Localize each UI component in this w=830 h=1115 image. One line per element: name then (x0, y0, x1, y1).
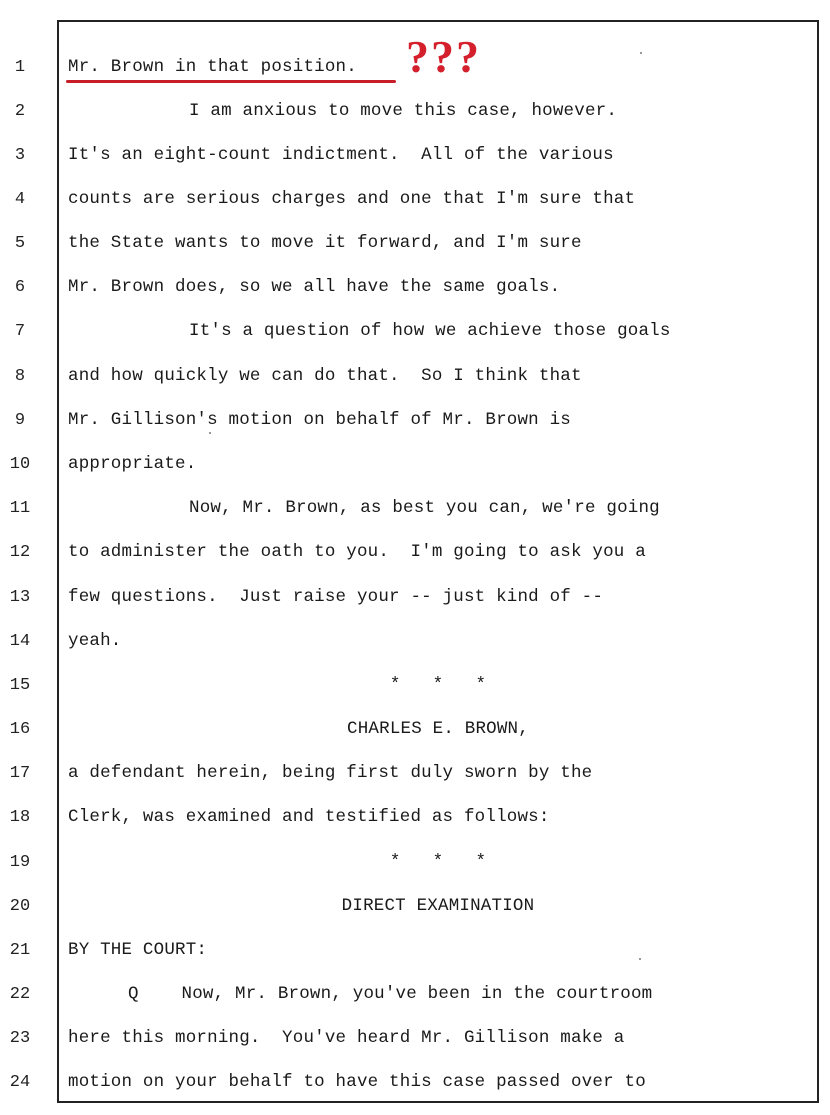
section-heading: DIRECT EXAMINATION (341, 896, 535, 916)
line-number: 19 (9, 853, 31, 872)
transcript-line: Mr. Gillison's motion on behalf of Mr. Brown is (68, 410, 571, 430)
line-number: 23 (9, 1029, 31, 1048)
line-number: 15 (9, 676, 31, 695)
line-number: 22 (9, 985, 31, 1004)
question-marks-annotation: ??? (406, 31, 481, 82)
line-number: 9 (14, 411, 26, 430)
transcript-line: appropriate. (68, 454, 197, 474)
scan-speck (639, 958, 641, 960)
line-number: 4 (14, 190, 26, 209)
line-number: 12 (9, 543, 31, 562)
transcript-line: here this morning. You've heard Mr. Gillison make a (68, 1028, 625, 1048)
transcript-line: counts are serious charges and one that I'm sure that (68, 189, 636, 209)
line-number: 2 (14, 102, 26, 121)
line-number: 17 (9, 764, 31, 783)
transcript-line: the State wants to move it forward, and I'm sure (68, 233, 582, 253)
line-number: 16 (9, 720, 31, 739)
line-number: 18 (9, 808, 31, 827)
witness-name: CHARLES E. BROWN, (347, 719, 529, 739)
transcript-line: Mr. Brown in that position. (68, 57, 357, 77)
section-separator: * * * (389, 675, 487, 695)
line-number: 11 (9, 499, 31, 518)
transcript-line: I am anxious to move this case, however. (189, 101, 618, 121)
scan-speck (209, 432, 211, 434)
transcript-line: motion on your behalf to have this case passed over to (68, 1072, 646, 1092)
transcript-line: Mr. Brown does, so we all have the same goals. (68, 277, 561, 297)
transcript-line: a defendant herein, being first duly sworn by the (68, 763, 593, 783)
question-line: Q Now, Mr. Brown, you've been in the courtroom (128, 984, 653, 1004)
line-number: 14 (9, 632, 31, 651)
transcript-line: Clerk, was examined and testified as follows: (68, 807, 550, 827)
line-number: 20 (9, 897, 31, 916)
section-separator: * * * (389, 852, 487, 872)
scan-speck (640, 52, 642, 54)
transcript-line: few questions. Just raise your -- just kind of -- (68, 587, 604, 607)
line-number: 21 (9, 941, 31, 960)
transcript-line: and how quickly we can do that. So I think that (68, 366, 582, 386)
line-number: 13 (9, 588, 31, 607)
transcript-line: It's a question of how we achieve those goals (189, 321, 671, 341)
line-number: 10 (9, 455, 31, 474)
line-number: 8 (14, 367, 26, 386)
line-number: 24 (9, 1073, 31, 1092)
line-number: 1 (14, 58, 26, 77)
transcript-line: It's an eight-count indictment. All of the various (68, 145, 614, 165)
line-number: 6 (14, 278, 26, 297)
transcript-line: yeah. (68, 631, 122, 651)
transcript-line: Now, Mr. Brown, as best you can, we're going (189, 498, 660, 518)
transcript-line: to administer the oath to you. I'm going to ask you a (68, 542, 646, 562)
red-underline-annotation (66, 80, 396, 83)
examiner-label: BY THE COURT: (68, 940, 208, 960)
line-number: 5 (14, 234, 26, 253)
line-number: 3 (14, 146, 26, 165)
line-number: 7 (14, 322, 26, 341)
